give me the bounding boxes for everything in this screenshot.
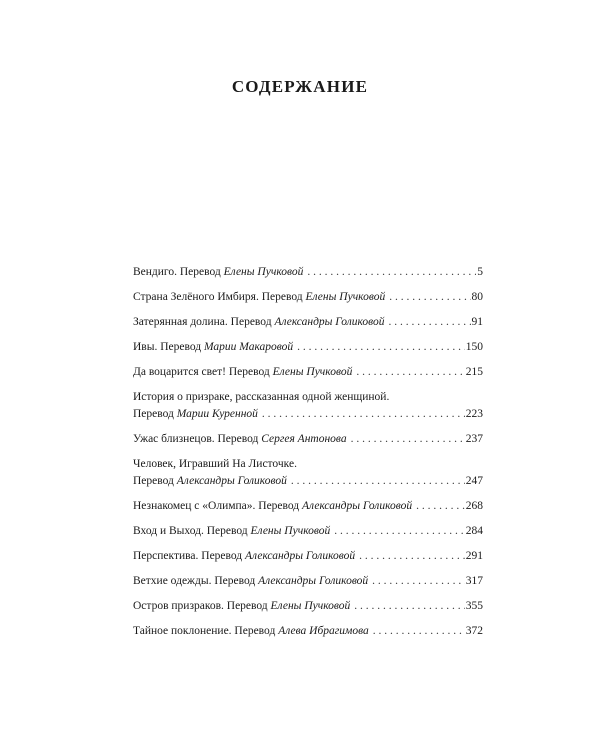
translator-name: Елены Пучковой [223,266,304,278]
toc-line [133,431,483,448]
translator-name: Александры Голиковой [274,316,385,328]
entry-title-line1: История о призраке, рассказанная одной женщиной. [133,391,390,403]
toc-entry[interactable] [133,456,483,490]
dot-leader [416,498,465,515]
translator-name: Марии Куренной [176,408,258,420]
dot-leader [297,339,465,356]
page-number: 237 [465,433,483,445]
toc-entry[interactable] [133,289,483,306]
dot-leader [307,264,476,281]
toc-line [133,548,483,565]
toc-entry[interactable] [133,314,483,331]
dot-leader [262,406,465,423]
page-number: 317 [465,575,483,587]
page-number: 150 [465,341,483,353]
translator-name: Марии Макаровой [203,341,294,353]
toc-line [133,264,483,281]
page-title: СОДЕРЖАНИЕ [231,77,369,96]
toc-line [133,314,483,331]
entry-title: Незнакомец с «Олимпа». Перевод Александры Голиковой [133,500,413,512]
translator-name: Елены Пучковой [272,366,353,378]
dot-leader [351,431,465,448]
page-number: 80 [471,291,483,303]
toc-entry[interactable] [133,389,483,423]
page-number: 291 [465,550,483,562]
translator-name: Александры Голиковой [302,500,413,512]
translator-name: Алева Ибрагимова [278,625,369,637]
toc-line [133,498,483,515]
toc-line [133,406,483,423]
dot-leader [389,289,470,306]
toc-entry[interactable] [133,498,483,515]
translator-name: Александры Голиковой [258,575,369,587]
translator-name: Александры Голиковой [176,475,287,487]
entry-title: Да воцарится свет! Перевод Елены Пучковой [133,366,353,378]
entry-title: Страна Зелёного Имбиря. Перевод Елены Пучковой [133,291,386,303]
dot-leader [291,473,465,490]
dot-leader [359,548,465,565]
toc-line [133,339,483,356]
page-number: 247 [465,475,483,487]
translator-name: Елены Пучковой [250,525,331,537]
dot-leader [372,573,465,590]
toc-line [133,364,483,381]
entry-title: Затерянная долина. Перевод Александры Голиковой [133,316,385,328]
dot-leader [389,314,471,331]
dot-leader [334,523,465,540]
translator-name: Елены Пучковой [270,600,351,612]
page-number: 268 [465,500,483,512]
toc-entry[interactable] [133,523,483,540]
page-number: 91 [471,316,483,328]
entry-title: Вход и Выход. Перевод Елены Пучковой [133,525,331,537]
toc-entry[interactable] [133,339,483,356]
entry-title: Тайное поклонение. Перевод Алева Ибрагимова [133,625,369,637]
page-number: 223 [465,408,483,420]
translator-name: Александры Голиковой [245,550,356,562]
page-number: 5 [477,266,483,278]
entry-title: Перспектива. Перевод Александры Голиковой [133,550,356,562]
table-of-contents [133,264,483,648]
translator-name: Елены Пучковой [305,291,386,303]
entry-title: Перевод Марии Куренной [133,408,258,420]
page-number: 215 [465,366,483,378]
entry-title: Вендиго. Перевод Елены Пучковой [133,266,304,278]
entry-title: Ивы. Перевод Марии Макаровой [133,341,294,353]
toc-line [133,598,483,615]
toc-entry[interactable] [133,264,483,281]
toc-line [133,523,483,540]
entry-title: Ветхие одежды. Перевод Александры Голиковой [133,575,369,587]
toc-entry[interactable] [133,431,483,448]
translator-name: Сергея Антонова [261,433,347,445]
entry-title-line1: Человек, Игравший На Листочке. [133,458,297,470]
page-number: 284 [465,525,483,537]
dot-leader [356,364,464,381]
toc-entry[interactable] [133,548,483,565]
entry-title: Остров призраков. Перевод Елены Пучковой [133,600,351,612]
page-number: 355 [465,600,483,612]
toc-line [133,473,483,490]
dot-leader [354,598,464,615]
toc-line [133,623,483,640]
entry-title: Перевод Александры Голиковой [133,475,287,487]
toc-entry[interactable] [133,623,483,640]
toc-line [133,289,483,306]
entry-title: Ужас близнецов. Перевод Сергея Антонова [133,433,347,445]
toc-entry[interactable] [133,364,483,381]
toc-entry[interactable] [133,573,483,590]
toc-entry[interactable] [133,598,483,615]
toc-line [133,573,483,590]
page-number: 372 [465,625,483,637]
dot-leader [373,623,465,640]
